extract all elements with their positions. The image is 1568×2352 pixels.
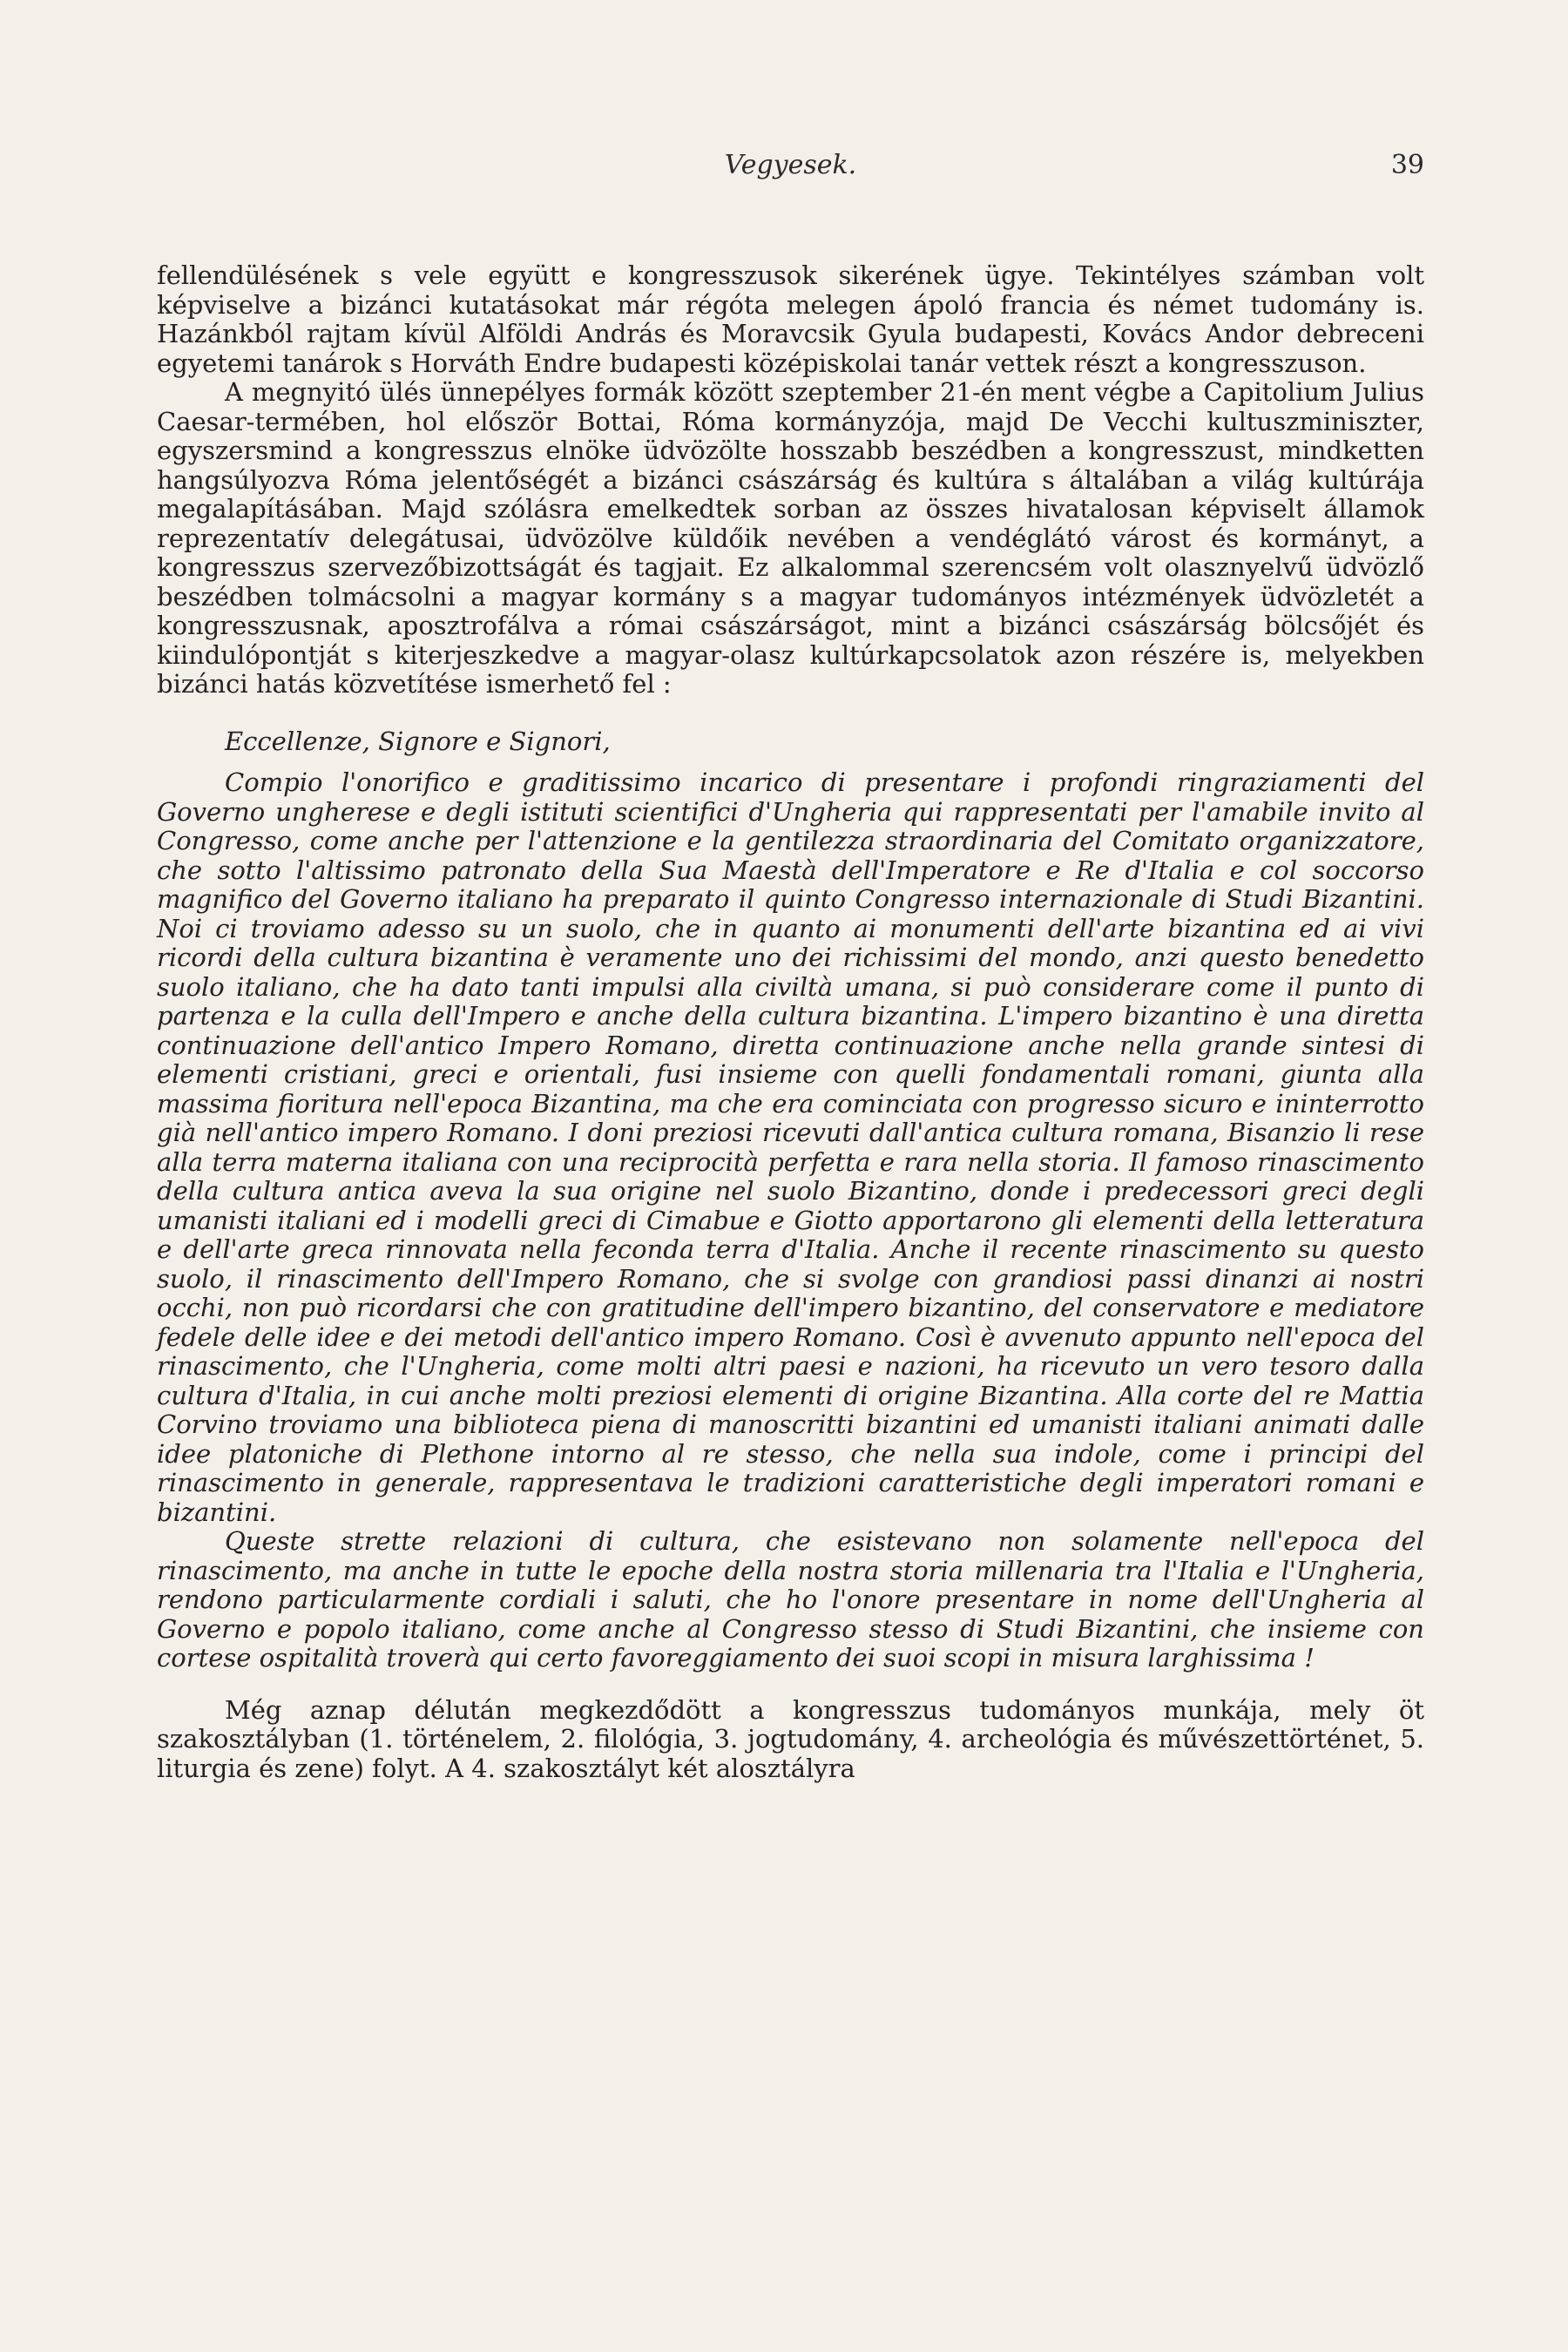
running-title: Vegyesek. (724, 150, 857, 180)
page-header (157, 146, 1424, 199)
speech-paragraph-1: Compio l'onorifico e graditissimo incarico di presentare i profondi ringraziamenti del Governo ungherese e degli istituti scientifici d'Ungheria qui rappresentati per l'amabile invito al Congresso, come anche per l'attenzione e la gentilezza straordinaria del Comitato organizzatore, che sotto l'altissimo patronato della Sua Maestà dell'Imperatore e Re d'Italia e col soccorso magnifico del Governo italiano ha preparato il quinto Congresso internazionale di Studi Bizantini. Noi ci troviamo adesso su un suolo, che in quanto ai monumenti dell'arte bizantina ed ai vivi ricordi della cultura bizantina è veramente uno dei richissimi del mondo, anzi questo benedetto suolo italiano, che ha dato tanti impulsi alla civiltà umana, si può considerare come il punto di partenza e la culla dell'Impero e anche della cultura bizantina. L'impero bizantino è una diretta continuazione dell'antico Impero Romano, diretta continuazione anche nella grande sintesi di elementi cristiani, greci e orientali, fusi insieme con quelli fondamentali romani, giunta alla massima fioritura nell'epoca Bizantina, ma che era cominciata con progresso sicuro e ininterrotto già nell'antico impero Romano. I doni preziosi ricevuti dall'antica cultura romana, Bisanzio li rese alla terra materna italiana con una reciprocità perfetta e rara nella storia. Il famoso rinascimento della cultura antica aveva la sua origine nel suolo Bizantino, donde i predecessori greci degli umanisti italiani ed i modelli greci di Cimabue e Giotto apportarono gli elementi della letteratura e dell'arte greca rinnovata nella feconda terra d'Italia. Anche il recente rinascimento su questo suolo, il rinascimento dell'Impero Romano, che si svolge con grandiosi passi dinanzi ai nostri occhi, non può ricordarsi che con gratitudine dell'impero bizantino, del conservatore e mediatore fedele delle idee e dei metodi dell'antico impero Romano. Così è avvenuto appunto nell'epoca del rinascimento, che l'Ungheria, come molti altri paesi e nazioni, ha ricevuto un vero tesoro dalla cultura d'Italia, in cui anche molti preziosi elementi di origine Bizantina. Alla corte del re Mattia Corvino troviamo una biblioteca piena di manoscritti bizantini ed umanisti italiani animati dalle idee platoniche di Plethone intorno al re stesso, che nella sua indole, come i principi del rinascimento in generale, rappresentava le tradizioni caratteristiche degli imperatori romani e bizantini. (157, 767, 1424, 1527)
paragraph-3: Még aznap délután megkezdődött a kongresszus tudományos munkája, mely öt szakosztályban (1. történelem, 2. filológia, 3. jogtudomány, 4. archeológia és művészettörténet, 5. liturgia és zene) folyt. A 4. szakosztályt két alosztályra (157, 1694, 1424, 1783)
paragraph-2: A megnyitó ülés ünnepélyes formák között szeptember 21-én ment végbe a Capitolium Julius Caesar-termében, hol először Bottai, Róma kormányzója, majd De Vecchi kultuszminiszter, egyszersmind a kongresszus elnöke üdvözölte hosszabb beszédben a kongresszust, mindketten hangsúlyozva Róma jelentőségét a bizánci császárság és kultúra s általában a világ kultúrája megalapításában. Majd szólásra emelkedtek sorban az összes hivatalosan képviselt államok reprezentatív delegátusai, üdvözölve küldőik nevében a vendéglátó várost és kormányt, a kongresszus szervezőbizottságát és tagjait. Ez alkalommal szerencsém volt olasznyelvű üdvözlő beszédben tolmácsolni a magyar kormány s a magyar tudományos intézmények üdvözletét a kongresszusnak, aposztrofálva a római császárságot, mint a bizánci császárság bölcsőjét és kiindulópontját s kiterjeszkedve a magyar-olasz kultúrkapcsolatok azon részére is, melyekben bizánci hatás közvetítése ismerhető fel : (157, 377, 1424, 699)
paragraph-1: fellendülésének s vele együtt e kongresszusok sikerének ügye. Tekintélyes számban volt képviselve a bizánci kutatásokat már régóta melegen ápoló francia és német tudomány is. Hazánkból rajtam kívül Alföldi András és Moravcsik Gyula budapesti, Kovács Andor debreceni egyetemi tanárok s Horváth Endre budapesti középiskolai tanár vettek részt a kongresszuson. (157, 260, 1424, 378)
speech-salutation: Eccellenze, Signore e Signori, (225, 726, 611, 756)
speech-paragraph-2: Queste strette relazioni di cultura, che esistevano non solamente nell'epoca del rinascimento, ma anche in tutte le epoche della nostra storia millenaria tra l'Italia e l'Ungheria, rendono particularmente cordiali i saluti, che ho l'onore presentare in nome dell'Ungheria al Governo e popolo italiano, come anche al Congresso stesso di Studi Bizantini, che insieme con cortese ospitalità troverà qui certo favoreggiamento dei suoi scopi in misura larghissima ! (157, 1526, 1424, 1673)
body-text (157, 261, 1424, 1783)
page-number: 39 (1390, 150, 1424, 180)
